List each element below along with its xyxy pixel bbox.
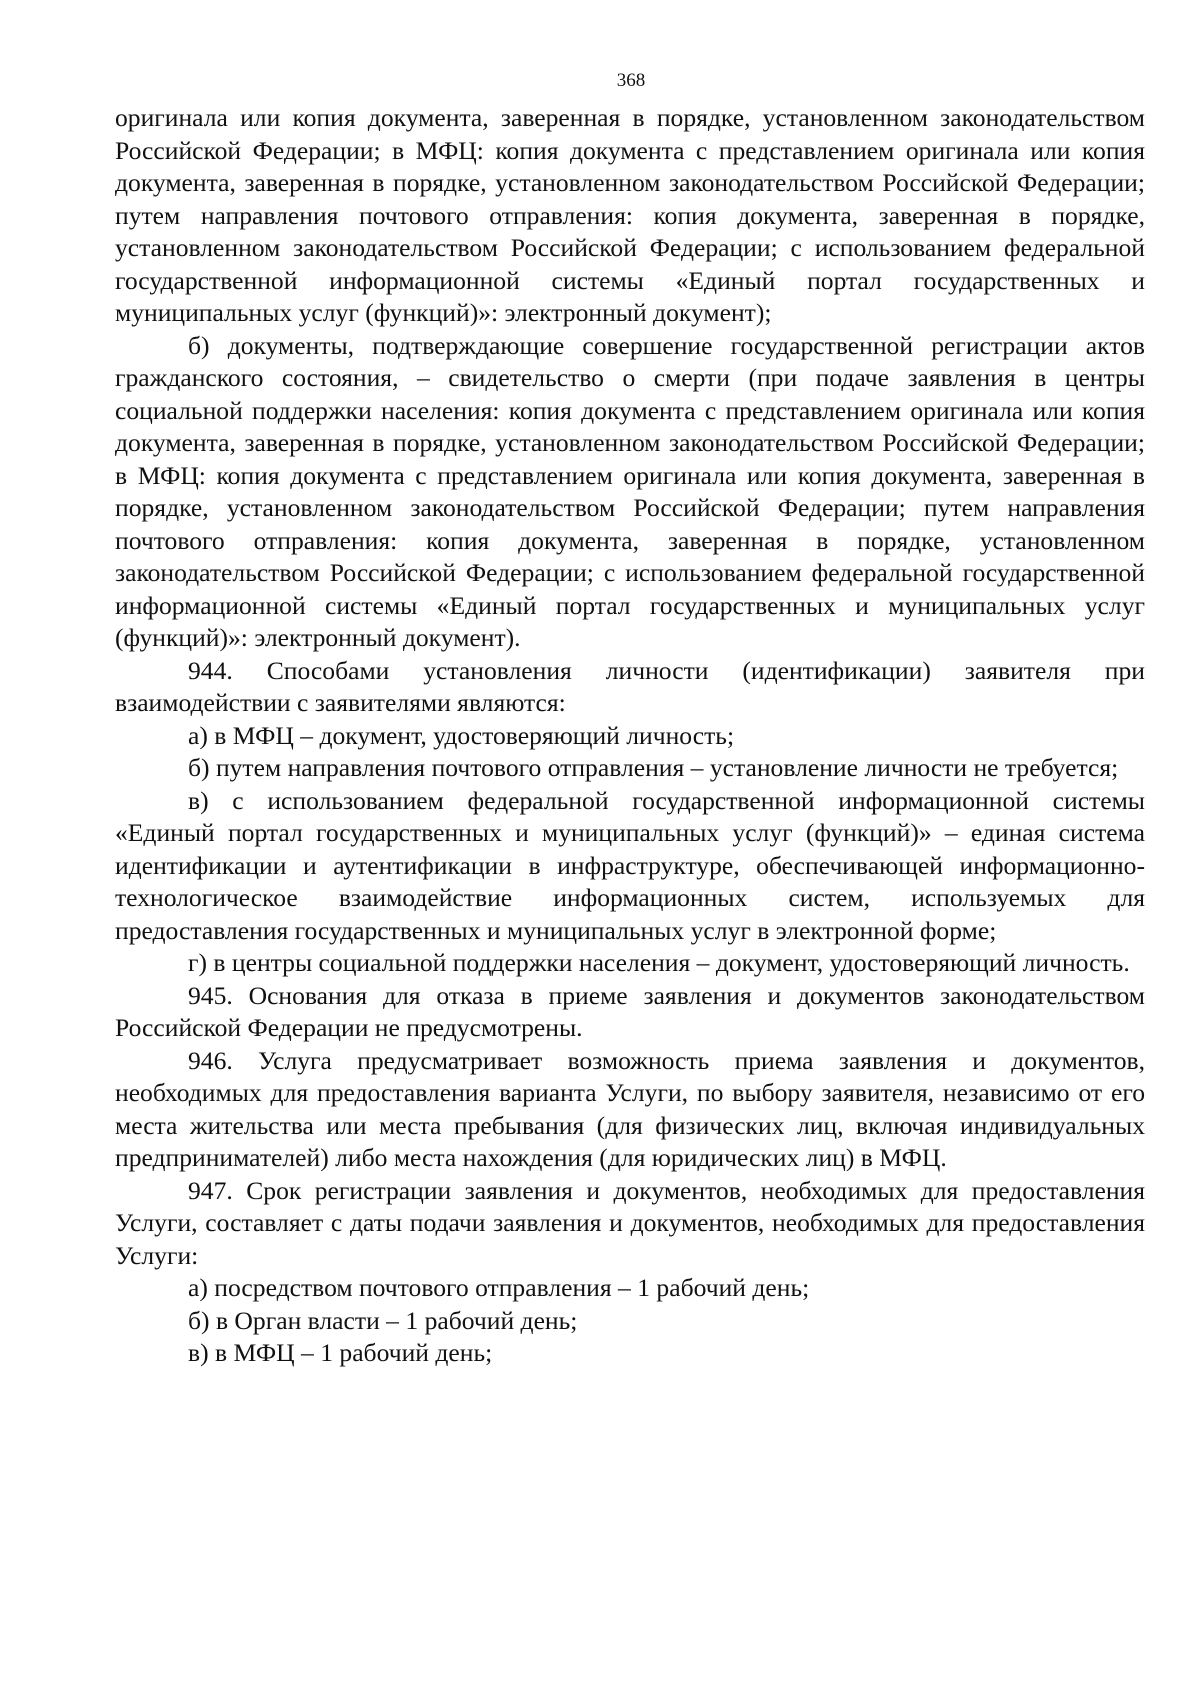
page-number: 368 xyxy=(616,70,646,91)
paragraph-944-item-a: а) в МФЦ – документ, удостоверяющий личность; xyxy=(188,720,735,750)
paragraph-947-item-c: в) в МФЦ – 1 рабочий день; xyxy=(188,1338,493,1367)
paragraph-944-item-b: б) путем направления почтового отправления – установление личности не требуется; xyxy=(188,753,1119,782)
document-body xyxy=(115,102,1145,1370)
paragraph-947-item-a: а) посредством почтового отправления – 1 рабочий день; xyxy=(188,1273,810,1302)
paragraph-947: 947. Срок регистрации заявления и документов, необходимых для предоставления Услуги, составляет с даты подачи заявления и документов, необходимых для предоставления Услуги: xyxy=(115,1175,1145,1270)
paragraph-947-item-b: б) в Орган власти – 1 рабочий день; xyxy=(188,1305,578,1335)
paragraph-944-item-c: в) с использованием федеральной государственной информационной системы «Единый портал государственных и муниципальных услуг (функций)» – единая система идентификации и аутентификации в инфраструктуре, обеспечивающей информационно-технологическое взаимодействие информационных систем, используемых для предоставления государственных и муниципальных услуг в электронной форме; xyxy=(115,785,1145,945)
paragraph-continuation: оригинала или копия документа, заверенная в порядке, установленном законодательством Российской Федерации; в МФЦ: копия документа с представлением оригинала или копия документа, заверенная в порядке, установленном законодательством Российской Федерации; путем направления почтового отправления: копия документа, заверенная в порядке, установленном законодательством Российской Федерации; с использованием федеральной государственной информационной системы «Единый портал государственных и муниципальных услуг (функций)»: электронный документ); xyxy=(115,103,1145,327)
paragraph-944: 944. Способами установления личности (идентификации) заявителя при взаимодействии с заявителями являются: xyxy=(115,655,1145,717)
paragraph-945: 945. Основания для отказа в приеме заявления и документов законодательством Российской Федерации не предусмотрены. xyxy=(115,980,1145,1042)
paragraph-944-item-d: г) в центры социальной поддержки населения – документ, удостоверяющий личность. xyxy=(188,948,1130,977)
paragraph-item-b-death-certificate: б) документы, подтверждающие совершение государственной регистрации актов гражданского состояния, – свидетельство о смерти (при подаче заявления в центры социальной поддержки населения: копия документа с представлением оригинала или копия документа, заверенная в порядке, установленном законодательством Российской Федерации; в МФЦ: копия документа с представлением оригинала или копия документа, заверенная в порядке, установленном законодательством Российской Федерации; путем направления почтового отправления: копия документа, заверенная в порядке, установленном законодательством Российской Федерации; с использованием федеральной государственной информационной системы «Единый портал государственных и муниципальных услуг (функций)»: электронный документ). xyxy=(115,330,1145,652)
paragraph-946: 946. Услуга предусматривает возможность приема заявления и документов, необходимых для предоставления варианта Услуги, по выбору заявителя, независимо от его места жительства или места пребывания (для физических лиц, включая индивидуальных предпринимателей) либо места нахождения (для юридических лиц) в МФЦ. xyxy=(115,1045,1145,1172)
